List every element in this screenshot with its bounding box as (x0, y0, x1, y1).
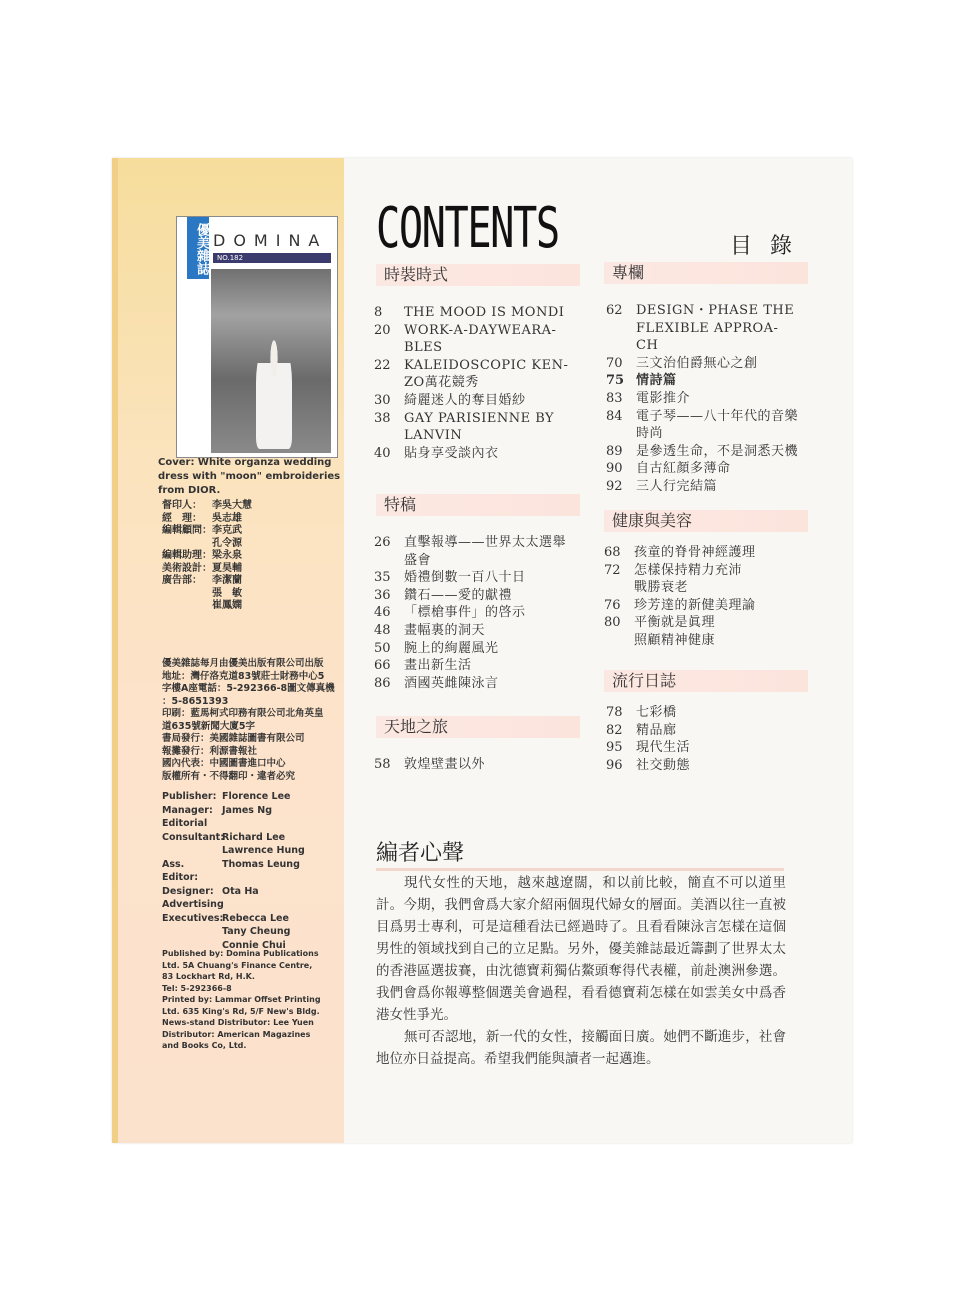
toc-page-number (604, 579, 634, 597)
credit-name: James Ng (222, 804, 273, 816)
credit-role (162, 925, 222, 939)
toc-page-number: 46 (374, 605, 391, 621)
credit-row (162, 600, 342, 613)
toc-entry-title: 「標槍事件」的啓示 (404, 605, 526, 621)
cover-masthead: DOMINA (213, 231, 328, 250)
toc-entry (374, 357, 584, 375)
toc-entry (374, 534, 584, 552)
credit-name: Lawrence Hung (222, 845, 305, 856)
cover-thumbnail (176, 216, 338, 458)
section-heading-fashion: 時裝時式 (376, 264, 580, 286)
toc-page-number (374, 552, 404, 570)
toc-page-number: 36 (374, 587, 391, 603)
toc-page-number: 80 (604, 615, 621, 631)
credit-name: 李潔蘭 (212, 575, 242, 586)
toc-page-number: 62 (606, 303, 623, 318)
toc-page-number: 66 (374, 658, 391, 674)
toc-entry (606, 390, 816, 408)
toc-entry-title: 鑽石——愛的獻禮 (404, 587, 513, 603)
toc-entry-title: 孩童的脊骨神經護理 (634, 545, 756, 560)
toc-entry (606, 757, 816, 775)
contents-title-cn: 目錄 (730, 234, 811, 259)
toc-entry-title: 自古紅顏多薄命 (636, 461, 731, 477)
pubinfo-line: and Books Co, Ltd. (162, 1041, 247, 1050)
toc-entry (374, 675, 584, 693)
toc-page-number: 82 (606, 722, 623, 738)
toc-page-number (606, 425, 636, 443)
toc-entry-title: 綺麗迷人的奪目婚紗 (404, 392, 526, 408)
credit-row (162, 898, 342, 912)
toc-entry (606, 302, 816, 320)
publisher-line: 國內代表：中國圖書進口中心 (162, 758, 286, 769)
credit-row (162, 790, 342, 804)
credit-name: 張 敏 (212, 587, 242, 599)
publisher-info-en (162, 948, 352, 1052)
toc-page-number: 20 (374, 322, 391, 338)
toc-entry-title: FLEXIBLE APPROA- (636, 320, 779, 336)
credit-role: Publisher: (162, 791, 217, 802)
toc-entry-title: 畫幅裏的洞天 (404, 622, 486, 638)
toc-list-health (604, 544, 814, 650)
publisher-line: 優美雜誌每月由優美出版有限公司出版 (162, 658, 324, 669)
toc-page-number: 95 (606, 740, 623, 756)
toc-entry-title: 珍芳達的新健美理論 (634, 597, 756, 613)
pubinfo-line: Distributor: American Magazines (162, 1029, 311, 1039)
pubinfo-line: Published by: Domina Publications (162, 949, 319, 958)
toc-page-number: 72 (604, 562, 621, 578)
toc-entry (606, 443, 816, 461)
toc-entry-title: 是參透生命，不是洞悉天機 (636, 443, 799, 459)
pubinfo-line: Ltd. 5A Chuang's Finance Centre, (162, 960, 313, 970)
toc-entry-title: 精品廊 (636, 722, 677, 738)
toc-page-number: 90 (606, 461, 623, 477)
toc-page-number: 96 (606, 757, 623, 773)
toc-entry-title: GAY PARISIENNE BY (404, 410, 555, 426)
toc-entry (374, 657, 584, 675)
toc-entry-title: 七彩橋 (636, 705, 677, 720)
toc-entry-title: 時尚 (636, 426, 664, 442)
section-heading-diary: 流行日誌 (604, 670, 808, 692)
editor-paragraph: 現代女性的天地，越來越遼闊，和以前比較，簡直不可以道里計。今期，我們會爲大家介紹兩個現代婦女的層面。美酒以往一直被目爲男士專利，可是這種看法已經過時了。且看看陳泳言怎樣在這個男性的領域找到自己的立足點。另外，優美雜誌最近籌劃了世界太太的香港區選拔賽，由沈德寶莉獨佔鰲頭奪得代表權，前赴澳洲參選。我們會爲你報導整個選美會過程，看看德寶莉怎樣在如雲美女中爲香港女性爭光。 (376, 875, 786, 1023)
pubinfo-line: Tel: 5-292366-8 (162, 983, 232, 993)
toc-entry (604, 632, 814, 650)
toc-page-number: 86 (374, 675, 391, 691)
sidebar-credits (112, 158, 344, 1143)
credits-cn (162, 500, 342, 613)
credit-name: 李吳大慧 (212, 500, 252, 511)
toc-list-diary (606, 704, 816, 774)
section-heading-features: 特稿 (376, 494, 580, 516)
editor-paragraph: 無可否認地，新一代的女性，接觸面日廣。她們不斷進步，社會地位亦日益提高。希望我們能與讀者一起邁進。 (376, 1029, 786, 1067)
toc-entry (374, 622, 584, 640)
publisher-line: 報攤發行：利源書報社 (162, 745, 258, 757)
credit-name: 吳志雄 (212, 512, 242, 524)
section-heading-columns: 專欄 (604, 262, 808, 284)
credit-role: Ass. Editor: (162, 858, 199, 883)
toc-entry (374, 339, 584, 357)
toc-entry-title: 婚禮倒數一百八十日 (404, 570, 526, 586)
credit-name: Connie Chui (222, 939, 286, 951)
toc-entry-title: 現代生活 (636, 740, 691, 756)
section-heading-travel: 天地之旅 (376, 716, 580, 738)
publisher-line: 道635號新聞大廈5字 (162, 720, 255, 732)
toc-page-number (374, 374, 404, 392)
toc-entry-title: 三文治伯爵無心之創 (636, 355, 758, 371)
credit-row (162, 525, 342, 538)
credit-role: Executives: (162, 912, 224, 924)
toc-entry-title: LANVIN (404, 428, 463, 444)
editor-note-body (376, 872, 786, 1070)
credit-row (162, 550, 342, 563)
pubinfo-line: 83 Lockhart Rd, H.K. (162, 972, 255, 981)
toc-entry-title: THE MOOD IS MONDI (404, 305, 565, 320)
credit-row (162, 588, 342, 601)
credit-role: Consultant: (162, 831, 224, 843)
toc-entry (374, 640, 584, 658)
toc-entry-title: 敦煌壁畫以外 (404, 757, 486, 772)
toc-entry-title: DESIGN・PHASE THE (636, 303, 795, 318)
credit-role: 美術設計： (162, 562, 212, 574)
credit-row (162, 513, 342, 526)
toc-page-number: 40 (374, 445, 391, 461)
toc-entry (606, 460, 816, 478)
toc-entry-title: 情詩篇 (636, 373, 677, 389)
pubinfo-line: Printed by: Lammar Offset Printing (162, 995, 321, 1004)
credit-row (162, 858, 342, 885)
toc-entry (604, 544, 814, 562)
toc-entry-title: BLES (404, 340, 443, 356)
cover-badge: 優美雜誌 (187, 217, 209, 279)
toc-entry (374, 604, 584, 622)
toc-list-features (374, 534, 584, 692)
toc-list-travel (374, 756, 584, 774)
toc-page-number (374, 339, 404, 357)
credit-role (162, 600, 212, 613)
toc-entry (374, 445, 584, 463)
cover-model-figure (256, 339, 292, 449)
credit-name: 李克武 (212, 525, 242, 536)
toc-entry-title: 平衡就是眞理 (634, 615, 716, 631)
credit-name: Rebecca Lee (222, 912, 289, 924)
toc-page-number: 76 (604, 597, 621, 613)
credit-name: 梁永泉 (212, 550, 242, 561)
credit-name: Richard Lee (222, 831, 286, 843)
pubinfo-line: News-stand Distributor: Lee Yuen (162, 1018, 314, 1027)
toc-page-number: 58 (374, 757, 391, 772)
credit-name: 崔鳳嫻 (212, 600, 242, 611)
toc-entry-title: 腕上的絢麗風光 (404, 640, 499, 656)
toc-page-number (374, 427, 404, 445)
credit-row (162, 925, 342, 939)
credit-role: 督印人： (162, 500, 202, 511)
credit-role (162, 538, 212, 551)
toc-entry-title: 戰勝衰老 (634, 580, 689, 596)
publisher-line: ：5-8651393 (162, 695, 229, 707)
toc-page-number: 30 (374, 392, 391, 408)
toc-entry (606, 478, 816, 496)
credit-role: 編輯顧問： (162, 525, 212, 536)
toc-entry-title: 三人行完結篇 (636, 478, 718, 494)
toc-page-number: 83 (606, 390, 623, 406)
toc-entry (606, 320, 816, 338)
credit-row (162, 563, 342, 576)
credit-name: 夏昊輔 (212, 562, 242, 574)
cover-photo (211, 269, 331, 453)
toc-entry (604, 562, 814, 580)
credit-name: Tany Cheung (222, 926, 291, 937)
toc-entry-title: 怎樣保持精力充沛 (634, 562, 743, 578)
credit-role: 廣告部： (162, 575, 202, 586)
toc-entry (606, 722, 816, 740)
publisher-line: 印刷：藍馬柯式印務有限公司北角英皇 (162, 708, 324, 719)
toc-entry (374, 427, 584, 445)
toc-entry-title: 電影推介 (636, 390, 691, 406)
toc-entry (374, 756, 584, 774)
credits-en (162, 790, 342, 952)
credit-row (162, 912, 342, 926)
credit-row (162, 844, 342, 858)
toc-entry (606, 372, 816, 390)
toc-entry (374, 552, 584, 570)
pubinfo-line: Ltd. 635 King's Rd, 5/F New's Bldg. (162, 1006, 320, 1016)
credit-role: Designer: (162, 885, 214, 897)
toc-page-number: 75 (606, 373, 625, 389)
credit-row (162, 885, 342, 899)
toc-entry-title: WORK-A-DAYWEARA- (404, 322, 557, 338)
credit-role: 經 理： (162, 512, 202, 524)
credit-role (162, 844, 222, 858)
toc-entry (374, 410, 584, 428)
credit-row (162, 817, 342, 831)
cover-issue: NO.182 (213, 253, 331, 263)
toc-page-number: 92 (606, 478, 623, 494)
toc-entry (606, 704, 816, 722)
credit-row (162, 500, 342, 513)
toc-page-number (604, 632, 634, 650)
credit-role: Advertising (162, 899, 224, 910)
credit-name: 孔令源 (212, 537, 242, 549)
toc-page-number: 89 (606, 443, 623, 459)
toc-entry (374, 322, 584, 340)
credit-name: Thomas Leung (222, 858, 300, 870)
toc-entry-title: 畫出新生活 (404, 658, 472, 674)
toc-list-fashion (374, 304, 584, 462)
credit-role: 編輯助理： (162, 550, 212, 561)
publisher-line: 書局發行：美國雜誌圖書有限公司 (162, 733, 305, 744)
toc-entry-title: 電子琴——八十年代的音樂 (636, 408, 799, 424)
credit-row (162, 831, 342, 845)
editor-note-heading: 編者心聲 (376, 840, 784, 871)
toc-page-number: 38 (374, 410, 391, 426)
toc-entry (374, 392, 584, 410)
toc-page-number: 70 (606, 355, 623, 371)
credit-row (162, 575, 342, 588)
toc-entry (604, 614, 814, 632)
publisher-line: 字樓A座電話：5-292366-8圖文傳真機 (162, 683, 335, 694)
toc-entry (606, 739, 816, 757)
contents-title: CONTENTS (376, 196, 559, 261)
toc-entry (606, 355, 816, 373)
toc-page-number: 48 (374, 622, 391, 638)
toc-page-number: 35 (374, 570, 391, 586)
toc-entry (374, 569, 584, 587)
toc-page-number (606, 320, 636, 338)
credit-role: Manager: (162, 804, 213, 816)
toc-page-number: 26 (374, 535, 391, 550)
credit-row (162, 804, 342, 818)
toc-entry-title: 盛會 (404, 552, 432, 568)
credit-role: Editorial (162, 818, 208, 829)
credit-role (162, 588, 212, 601)
toc-entry-title: 直擊報導——世界太太選舉 (404, 535, 567, 550)
credit-name: Ota Ha (222, 885, 259, 897)
toc-entry (374, 374, 584, 392)
publisher-line: 地址：灣仔洛克道83號莊士財務中心5 (162, 670, 325, 682)
toc-page-number: 78 (606, 705, 623, 720)
toc-page-number: 50 (374, 640, 391, 656)
toc-entry (604, 597, 814, 615)
toc-entry (606, 408, 816, 426)
toc-page-number (606, 337, 636, 355)
toc-page-number: 68 (604, 545, 621, 560)
publisher-line: 版權所有・不得翻印・違者必究 (162, 770, 296, 782)
credit-row (162, 538, 342, 551)
publisher-info-cn (162, 658, 352, 783)
credit-name: Florence Lee (222, 791, 291, 802)
toc-entry (374, 304, 584, 322)
toc-entry-title: KALEIDOSCOPIC KEN- (404, 357, 569, 373)
toc-entry (606, 337, 816, 355)
toc-entry (604, 579, 814, 597)
toc-entry-title: CH (636, 338, 659, 354)
cover-caption: Cover: White organza wedding dress with "moon" embroideries from DIOR. (158, 457, 341, 496)
toc-entry (606, 425, 816, 443)
toc-entry-title: 酒國英雌陳泳言 (404, 675, 499, 691)
toc-entry-title: 貼身享受談內衣 (404, 445, 499, 461)
toc-list-columns (606, 302, 816, 496)
toc-entry-title: 社交動態 (636, 757, 691, 773)
toc-entry (374, 587, 584, 605)
toc-entry-title: ZO萬花競秀 (404, 375, 479, 391)
toc-page-number: 22 (374, 357, 391, 373)
toc-page-number: 8 (374, 305, 383, 320)
toc-entry-title: 照顧精神健康 (634, 632, 716, 648)
section-heading-health: 健康與美容 (604, 510, 808, 532)
toc-page-number: 84 (606, 408, 623, 424)
